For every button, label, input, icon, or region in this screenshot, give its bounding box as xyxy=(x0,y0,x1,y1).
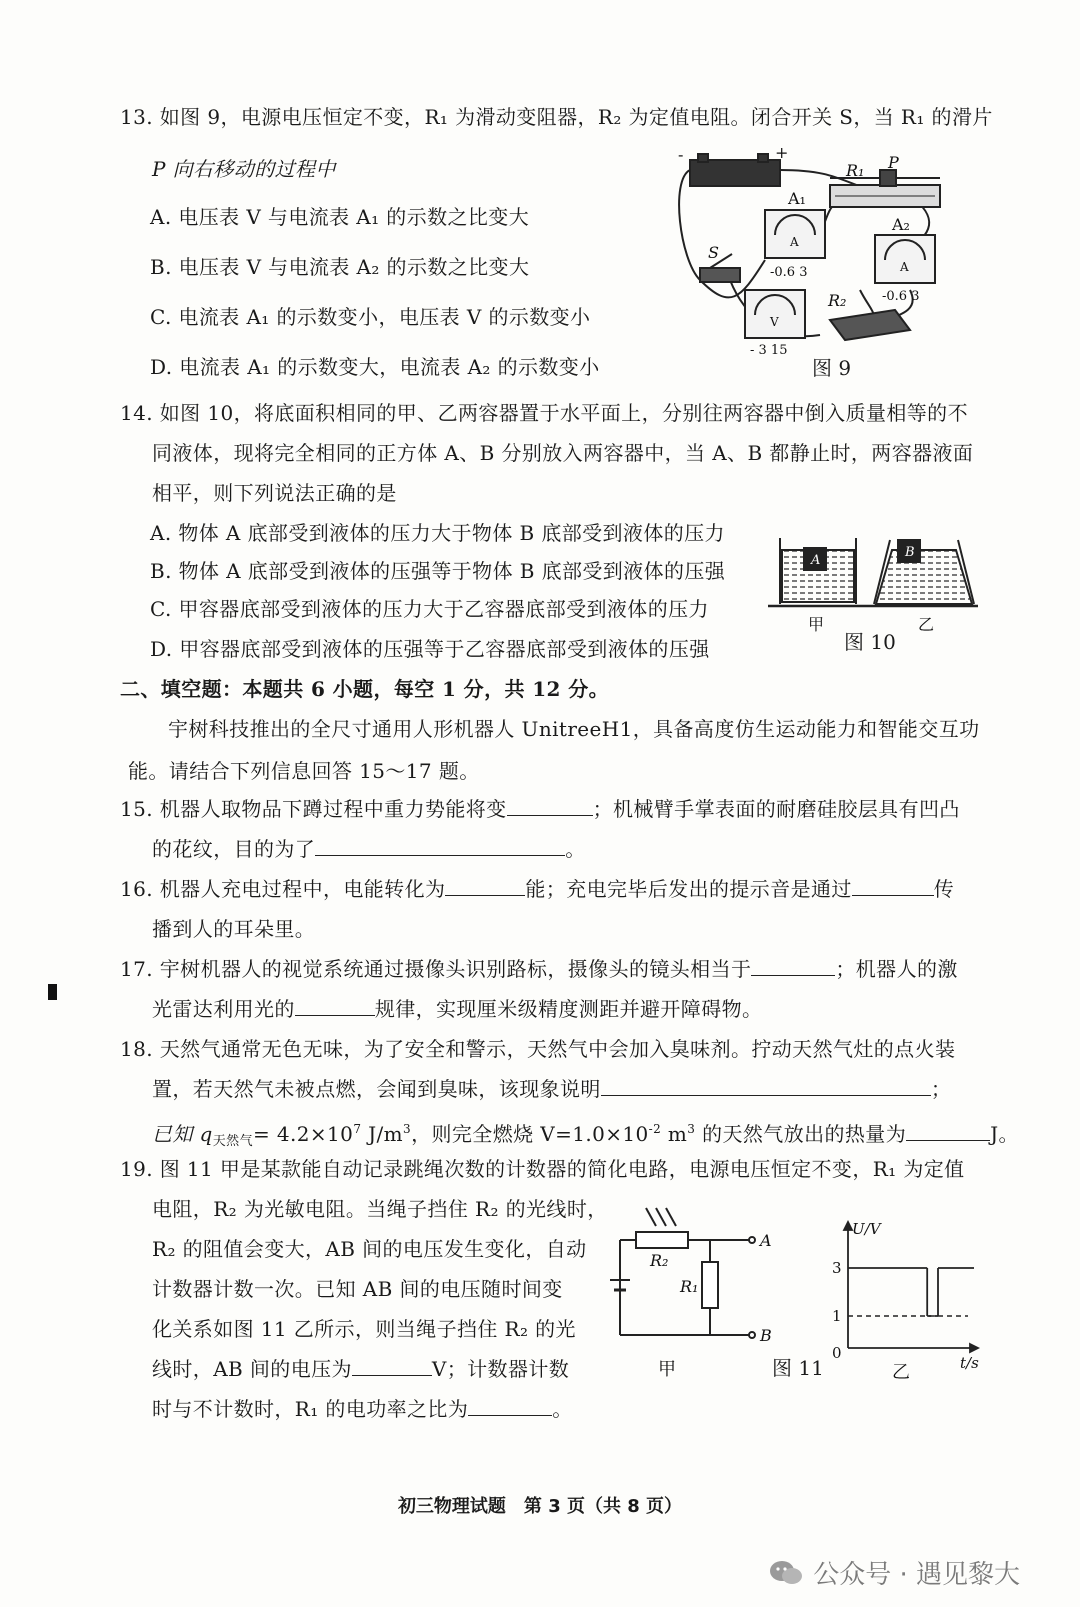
q18-line3 xyxy=(152,1116,1019,1155)
fig11-label-yi: 乙 xyxy=(892,1362,910,1383)
q18-text-b: ； xyxy=(930,1077,952,1101)
q13-option-b: B. 电压表 V 与电流表 A₂ 的示数之比变大 xyxy=(150,255,530,279)
q18-blank-1[interactable] xyxy=(601,1077,931,1096)
q18-text-m: m xyxy=(661,1122,688,1146)
graph-y-label: U/V xyxy=(852,1220,881,1238)
fig10-cube-a: A xyxy=(811,553,821,568)
section2-intro-line1: 宇树科技推出的全尺寸通用人形机器人 UnitreeH1，具备高度仿生运动能力和智能交互功 xyxy=(168,717,980,741)
page-footer: 初三物理试题 第 3 页（共 8 页） xyxy=(397,1496,683,1517)
graph-y-arrow xyxy=(844,1222,852,1230)
q14-stem-line2: 同液体，现将完全相同的正方体 A、B 分别放入两容器中，当 A、B 都静止时，两容器液面 xyxy=(152,441,974,465)
q13-stem-line2: P 向右移动的过程中 xyxy=(152,157,336,181)
graph-x-label: t/s xyxy=(960,1354,979,1372)
figure-11-graph xyxy=(820,1218,990,1388)
q17-text-b: ；机器人的激 xyxy=(835,957,958,981)
q18-text-heat: 的天然气放出的热量为 xyxy=(695,1122,907,1146)
q13-option-c: C. 电流表 A₁ 的示数变小，电压表 V 的示数变小 xyxy=(150,305,591,329)
q15-text-c: 的花纹，目的为了 xyxy=(152,837,316,861)
fig9-a2-scale: -0.6 3 xyxy=(882,289,920,304)
fig9-a1-scale: -0.6 3 xyxy=(770,265,808,280)
graph-tick-1: 1 xyxy=(832,1307,842,1325)
q15-text-d: 。 xyxy=(565,837,586,861)
q14-option-d: D. 甲容器底部受到液体的压强等于乙容器底部受到液体的压强 xyxy=(150,637,710,661)
watermark xyxy=(769,1554,1020,1591)
q19-text-a: 线时，AB 间的电压为 xyxy=(152,1357,352,1381)
q15-line1 xyxy=(120,796,960,822)
q19-line1: 19. 图 11 甲是某款能自动记录跳绳次数的计数器的简化电路，电源电压恒定不变，R₁ 为定值 xyxy=(120,1157,965,1181)
q19-line6 xyxy=(152,1356,569,1382)
q14-option-c: C. 甲容器底部受到液体的压力大于乙容器底部受到液体的压力 xyxy=(150,597,709,621)
figure-10-caption: 图 10 xyxy=(844,630,896,654)
q13-option-a: A. 电压表 V 与电流表 A₁ 的示数之比变大 xyxy=(150,205,530,229)
q19-line7 xyxy=(152,1396,573,1422)
fig9-plus-label: + xyxy=(775,143,789,162)
fig9-v-face: V xyxy=(770,315,779,329)
q18-text-q: 已知 q xyxy=(152,1122,213,1146)
fig9-minus-label: - xyxy=(678,145,684,164)
q17-text-a: 17. 宇树机器人的视觉系统通过摄像头识别路标，摄像头的镜头相当于 xyxy=(120,957,752,981)
q18-exp-4: 3 xyxy=(687,1122,696,1136)
q17-blank-2[interactable] xyxy=(295,997,375,1016)
q19-line2: 电阻，R₂ 为光敏电阻。当绳子挡住 R₂ 的光线时， xyxy=(152,1197,608,1221)
figure-10-containers xyxy=(768,530,978,640)
q19-text-b: V；计数器计数 xyxy=(431,1357,570,1381)
q17-line2 xyxy=(152,996,762,1022)
q19-line4: 计数器计数一次。已知 AB 间的电压随时间变 xyxy=(152,1277,563,1301)
fig11-r2-label: R₂ xyxy=(650,1251,669,1270)
wechat-icon xyxy=(769,1559,803,1587)
fig9-a2-face: A xyxy=(900,260,909,274)
q16-line1 xyxy=(120,876,954,902)
q17-text-d: 规律，实现厘米级精度测距并避开障碍物。 xyxy=(374,997,763,1021)
fig10-label-jia: 甲 xyxy=(808,615,825,634)
q17-line1 xyxy=(120,956,958,982)
q19-text-c: 时与不计数时，R₁ 的电功率之比为 xyxy=(152,1397,469,1421)
q18-text-a: 置，若天然气未被点燃，会闻到臭味，该现象说明 xyxy=(152,1077,601,1101)
q16-line2: 播到人的耳朵里。 xyxy=(152,917,316,941)
graph-series xyxy=(848,1268,974,1316)
q15-blank-2[interactable] xyxy=(315,837,565,856)
q19-blank-2[interactable] xyxy=(468,1397,552,1416)
graph-tick-3: 3 xyxy=(832,1259,842,1277)
q17-blank-1[interactable] xyxy=(751,957,835,976)
q14-stem-line3: 相平，则下列说法正确的是 xyxy=(152,481,397,505)
fig11-label-jia: 甲 xyxy=(658,1359,676,1380)
fig9-a1-label: A₁ xyxy=(788,189,806,208)
section2-intro-line2: 能。请结合下列信息回答 15～17 题。 xyxy=(128,759,480,783)
q14-option-a: A. 物体 A 底部受到液体的压力大于物体 B 底部受到液体的压力 xyxy=(150,521,725,545)
q18-text-j: J。 xyxy=(990,1122,1019,1146)
margin-marker xyxy=(48,984,57,1000)
q17-text-c: 光雷达利用光的 xyxy=(152,997,295,1021)
fig11-a-label: A xyxy=(760,1231,772,1250)
q19-line3: R₂ 的阻值会变大，AB 间的电压发生变化，自动 xyxy=(152,1237,587,1261)
q14-option-b: B. 物体 A 底部受到液体的压强等于物体 B 底部受到液体的压强 xyxy=(150,559,726,583)
q15-blank-1[interactable] xyxy=(507,797,593,816)
q15-line2 xyxy=(152,836,586,862)
watermark-text: 公众号 · 遇见黎大 xyxy=(813,1560,1020,1590)
q18-sub-gas: 天然气 xyxy=(212,1134,253,1149)
q18-line2 xyxy=(152,1076,951,1102)
q16-blank-2[interactable] xyxy=(852,877,934,896)
fig10-label-yi: 乙 xyxy=(918,615,935,634)
q18-text-value: = 4.2×10 xyxy=(252,1122,354,1146)
fig9-r2-label: R₂ xyxy=(828,291,847,310)
q19-blank-1[interactable] xyxy=(352,1357,432,1376)
q18-text-volume: ，则完全燃烧 V=1.0×10 xyxy=(411,1122,649,1146)
fig11-r1-label: R₁ xyxy=(680,1277,699,1296)
fig9-p-label: P xyxy=(888,153,899,172)
q13-option-d: D. 电流表 A₁ 的示数变大，电流表 A₂ 的示数变小 xyxy=(150,355,600,379)
fig10-cube-b: B xyxy=(905,545,915,560)
q18-exp-1: 7 xyxy=(353,1122,362,1136)
figure-11-circuit xyxy=(598,1200,788,1390)
graph-x-arrow xyxy=(970,1344,978,1352)
q16-text-a: 16. 机器人充电过程中，电能转化为 xyxy=(120,877,446,901)
q19-text-d: 。 xyxy=(552,1397,573,1421)
q18-exp-3: -2 xyxy=(648,1122,662,1136)
fig9-a2-label: A₂ xyxy=(892,215,910,234)
q13-stem-line1: 13. 如图 9，电源电压恒定不变，R₁ 为滑动变阻器，R₂ 为定值电阻。闭合开关 S，当 R₁ 的滑片 xyxy=(120,105,993,129)
q15-text-a: 15. 机器人取物品下蹲过程中重力势能将变 xyxy=(120,797,507,821)
q19-line5: 化关系如图 11 乙所示，则当绳子挡住 R₂ 的光 xyxy=(152,1317,576,1341)
figure-11-caption: 图 11 xyxy=(772,1356,824,1380)
fig9-v-scale: - 3 15 xyxy=(750,343,788,358)
q16-text-c: 传 xyxy=(933,877,955,901)
fig9-r1-label: R₁ xyxy=(846,161,865,180)
q16-text-b: 能；充电完毕后发出的提示音是通过 xyxy=(525,877,852,901)
graph-origin: 0 xyxy=(832,1344,842,1362)
fig11-b-label: B xyxy=(760,1326,772,1345)
q18-blank-2[interactable] xyxy=(906,1122,990,1141)
q15-text-b: ；机械臂手掌表面的耐磨硅胶层具有凹凸 xyxy=(592,797,960,821)
fig9-a1-face: A xyxy=(790,235,799,249)
section2-heading: 二、填空题：本题共 6 小题，每空 1 分，共 12 分。 xyxy=(120,677,610,701)
q14-stem-line1: 14. 如图 10，将底面积相同的甲、乙两容器置于水平面上，分别往两容器中倒入质量相等的不 xyxy=(120,401,968,425)
figure-9-circuit xyxy=(670,140,970,360)
figure-9-caption: 图 9 xyxy=(812,356,852,380)
q18-line1: 18. 天然气通常无色无味，为了安全和警示，天然气中会加入臭味剂。拧动天然气灶的点火装 xyxy=(120,1037,956,1061)
q16-blank-1[interactable] xyxy=(445,877,525,896)
fig9-s-label: S xyxy=(708,243,719,262)
q18-text-unit: J/m xyxy=(361,1122,404,1146)
q18-exp-2: 3 xyxy=(403,1122,412,1136)
